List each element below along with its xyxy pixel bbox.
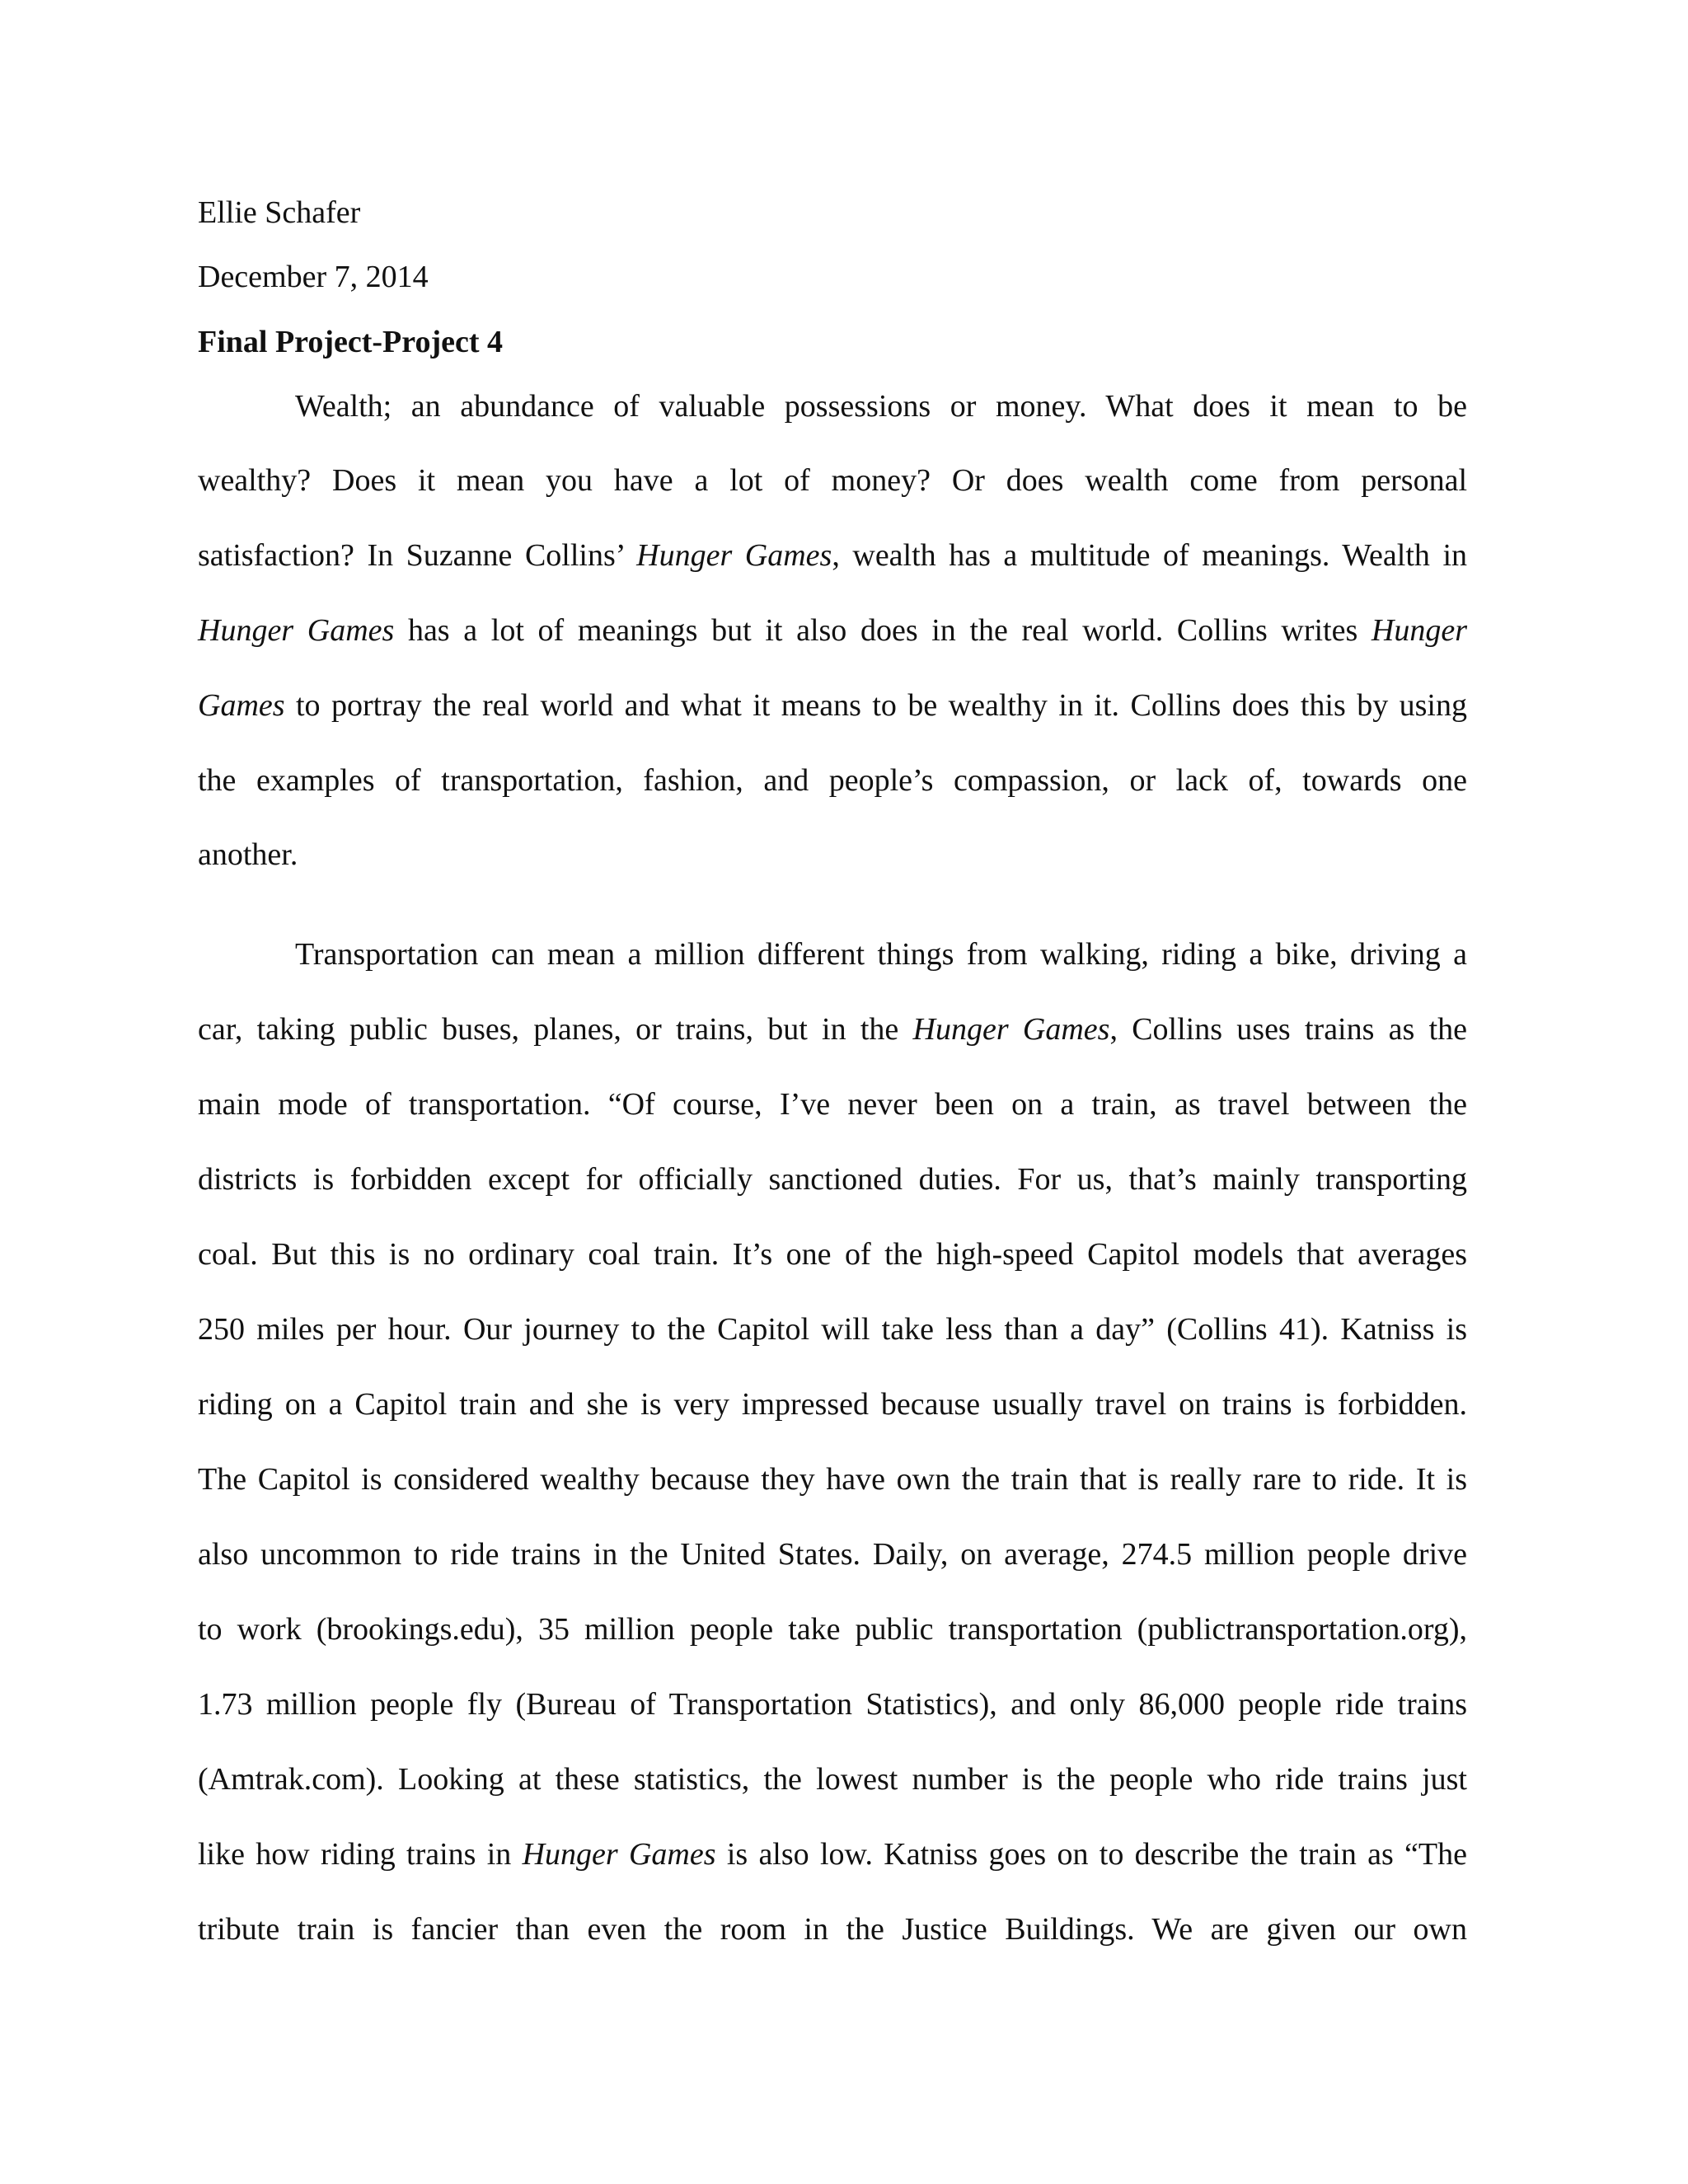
- text-run: 250 miles per hour. Our journey to the Capitol will take less than a day” (Collins 41). Katniss is: [198, 1312, 1467, 1347]
- text-run: coal. But this is no ordinary coal train. It’s one of the high-speed Capitol models that averages: [198, 1237, 1467, 1272]
- text-run: main mode of transportation. “Of course, I’ve never been on a train, as travel between the: [198, 1087, 1467, 1122]
- paragraph-line: [198, 1760, 1467, 1798]
- text-run: the examples of transportation, fashion, and people’s compassion, or lack of, towards one: [198, 763, 1467, 798]
- text-run: , Collins uses trains as the: [1109, 1012, 1467, 1047]
- text-run: Wealth; an abundance of valuable possessions or money. What does it mean to be: [295, 389, 1467, 424]
- paragraph-line: [198, 1460, 1467, 1498]
- paragraph-line: [198, 1910, 1467, 1948]
- text-run: like how riding trains in: [198, 1837, 523, 1872]
- document-date: December 7, 2014: [198, 260, 429, 294]
- text-run: wealthy? Does it mean you have a lot of money? Or does wealth come from personal: [198, 463, 1467, 498]
- paragraph-line: [198, 537, 1467, 574]
- text-run: districts is forbidden except for officially sanctioned duties. For us, that’s mainly transporting: [198, 1162, 1467, 1197]
- paragraph-line: [198, 1085, 1467, 1123]
- text-run: has a lot of meanings but it also does in the real world. Collins writes: [394, 613, 1372, 648]
- text-run: tribute train is fancier than even the room in the Justice Buildings. We are given our own: [198, 1912, 1467, 1947]
- paragraph-line: [198, 1160, 1467, 1198]
- paragraph-line: [198, 1610, 1467, 1648]
- paragraph-line: [295, 935, 1467, 973]
- text-run: 1.73 million people fly (Bureau of Transportation Statistics), and only 86,000 people ride trains: [198, 1687, 1467, 1722]
- text-run: riding on a Capitol train and she is very impressed because usually travel on trains is forbidden.: [198, 1387, 1467, 1422]
- document-title: Final Project-Project 4: [198, 325, 503, 359]
- book-title-italic: Hunger Games: [522, 1837, 716, 1872]
- book-title-italic: Hunger Games: [912, 1012, 1110, 1047]
- paragraph-line: [198, 1010, 1467, 1048]
- text-run: to portray the real world and what it means to be wealthy in it. Collins does this by using: [284, 688, 1467, 723]
- paragraph-line: [198, 1835, 1467, 1873]
- text-run: satisfaction? In Suzanne Collins’: [198, 538, 637, 573]
- text-run: Transportation can mean a million different things from walking, riding a bike, driving a: [295, 937, 1467, 972]
- paragraph-line: [198, 762, 1467, 799]
- text-run: The Capitol is considered wealthy because they have own the train that is really rare to ride. It is: [198, 1462, 1467, 1497]
- paragraph-line: [198, 687, 1467, 724]
- paragraph-line: [198, 462, 1467, 499]
- text-run: (Amtrak.com). Looking at these statistics, the lowest number is the people who ride trains just: [198, 1762, 1467, 1797]
- book-title-italic: Hunger: [1371, 613, 1468, 648]
- text-run: also uncommon to ride trains in the United States. Daily, on average, 274.5 million people drive: [198, 1537, 1467, 1572]
- paragraph-line: [198, 612, 1467, 649]
- text-run: , wealth has a multitude of meanings. Wealth in: [832, 538, 1467, 573]
- text-run: to work (brookings.edu), 35 million people take public transportation (publictransportation.org),: [198, 1612, 1467, 1647]
- book-title-italic: Games: [198, 688, 285, 723]
- author-name: Ellie Schafer: [198, 195, 361, 230]
- paragraph-line: [198, 1535, 1467, 1573]
- book-title-italic: Hunger Games: [198, 613, 395, 648]
- paragraph-line: [198, 1235, 1467, 1273]
- paragraph-line: [198, 836, 1467, 874]
- text-run: another.: [198, 837, 298, 872]
- book-title-italic: Hunger Games: [636, 538, 832, 573]
- paragraph-line: [295, 387, 1467, 425]
- paragraph-line: [198, 1685, 1467, 1723]
- paragraph-line: [198, 1310, 1467, 1348]
- text-run: is also low. Katniss goes on to describe the train as “The: [715, 1837, 1467, 1872]
- paragraph-line: [198, 1385, 1467, 1423]
- text-run: car, taking public buses, planes, or trains, but in the: [198, 1012, 913, 1047]
